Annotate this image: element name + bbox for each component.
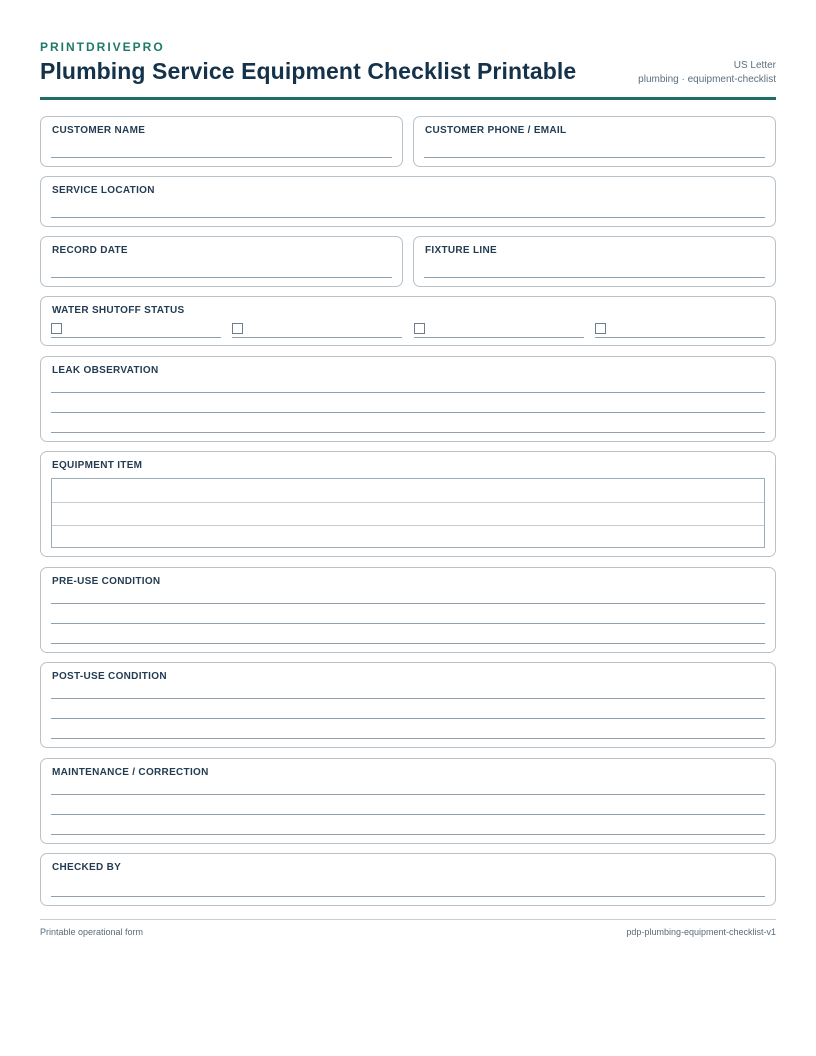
customer-contact-label: CUSTOMER PHONE / EMAIL — [425, 125, 567, 136]
record-date-write-line[interactable] — [51, 277, 392, 278]
service-location-field[interactable] — [40, 176, 776, 227]
post-use-condition-line-3[interactable] — [51, 738, 765, 739]
equipment-table-row-divider — [52, 502, 764, 503]
pre-use-condition-line-2[interactable] — [51, 623, 765, 624]
checkbox-icon[interactable] — [232, 323, 243, 334]
water-shutoff-option-1[interactable] — [51, 323, 221, 338]
pre-use-condition-field[interactable] — [40, 567, 776, 653]
maintenance-correction-line-2[interactable] — [51, 814, 765, 815]
checkbox-icon[interactable] — [51, 323, 62, 334]
water-shutoff-status-label: WATER SHUTOFF STATUS — [52, 305, 185, 316]
customer-name-write-line[interactable] — [51, 157, 392, 158]
customer-name-field[interactable] — [40, 116, 403, 167]
customer-contact-field[interactable] — [413, 116, 776, 167]
fixture-line-label: FIXTURE LINE — [425, 245, 497, 256]
footer-rule — [40, 919, 776, 920]
pre-use-condition-line-1[interactable] — [51, 603, 765, 604]
checked-by-write-line[interactable] — [51, 896, 765, 897]
water-shutoff-option-2[interactable] — [232, 323, 402, 338]
paper-size: US Letter — [733, 60, 776, 71]
leak-observation-label: LEAK OBSERVATION — [52, 365, 159, 376]
footer-form-description: Printable operational form — [40, 927, 144, 937]
post-use-condition-line-2[interactable] — [51, 718, 765, 719]
equipment-item-table[interactable] — [51, 478, 765, 548]
equipment-table-row-divider — [52, 525, 764, 526]
header-rule — [40, 97, 776, 100]
leak-observation-field[interactable] — [40, 356, 776, 442]
water-shutoff-status-field[interactable] — [40, 296, 776, 346]
service-location-write-line[interactable] — [51, 217, 765, 218]
pre-use-condition-line-3[interactable] — [51, 643, 765, 644]
customer-contact-write-line[interactable] — [424, 157, 765, 158]
service-location-label: SERVICE LOCATION — [52, 185, 155, 196]
option-write-line[interactable] — [51, 337, 221, 338]
pre-use-condition-label: PRE-USE CONDITION — [52, 576, 161, 587]
customer-name-label: CUSTOMER NAME — [52, 125, 146, 136]
checked-by-label: CHECKED BY — [52, 862, 122, 873]
option-write-line[interactable] — [414, 337, 584, 338]
leak-observation-line-3[interactable] — [51, 432, 765, 433]
post-use-condition-label: POST-USE CONDITION — [52, 671, 167, 682]
record-date-field[interactable] — [40, 236, 403, 287]
category-path: plumbing · equipment-checklist — [638, 74, 776, 85]
maintenance-correction-field[interactable] — [40, 758, 776, 844]
leak-observation-line-1[interactable] — [51, 392, 765, 393]
water-shutoff-option-3[interactable] — [414, 323, 584, 338]
record-date-label: RECORD DATE — [52, 245, 128, 256]
equipment-item-field[interactable] — [40, 451, 776, 557]
footer-form-code: pdp-plumbing-equipment-checklist-v1 — [626, 927, 776, 937]
brand-name: PRINTDRIVEPRO — [40, 40, 165, 54]
equipment-item-label: EQUIPMENT ITEM — [52, 460, 143, 471]
water-shutoff-option-4[interactable] — [595, 323, 765, 338]
maintenance-correction-line-3[interactable] — [51, 834, 765, 835]
fixture-line-write-line[interactable] — [424, 277, 765, 278]
page-title: Plumbing Service Equipment Checklist Printable — [40, 58, 577, 84]
option-write-line[interactable] — [232, 337, 402, 338]
checkbox-icon[interactable] — [595, 323, 606, 334]
maintenance-correction-line-1[interactable] — [51, 794, 765, 795]
checkbox-icon[interactable] — [414, 323, 425, 334]
document-meta — [638, 59, 776, 87]
maintenance-correction-label: MAINTENANCE / CORRECTION — [52, 767, 209, 778]
checked-by-field[interactable] — [40, 853, 776, 906]
leak-observation-line-2[interactable] — [51, 412, 765, 413]
option-write-line[interactable] — [595, 337, 765, 338]
post-use-condition-line-1[interactable] — [51, 698, 765, 699]
fixture-line-field[interactable] — [413, 236, 776, 287]
post-use-condition-field[interactable] — [40, 662, 776, 748]
